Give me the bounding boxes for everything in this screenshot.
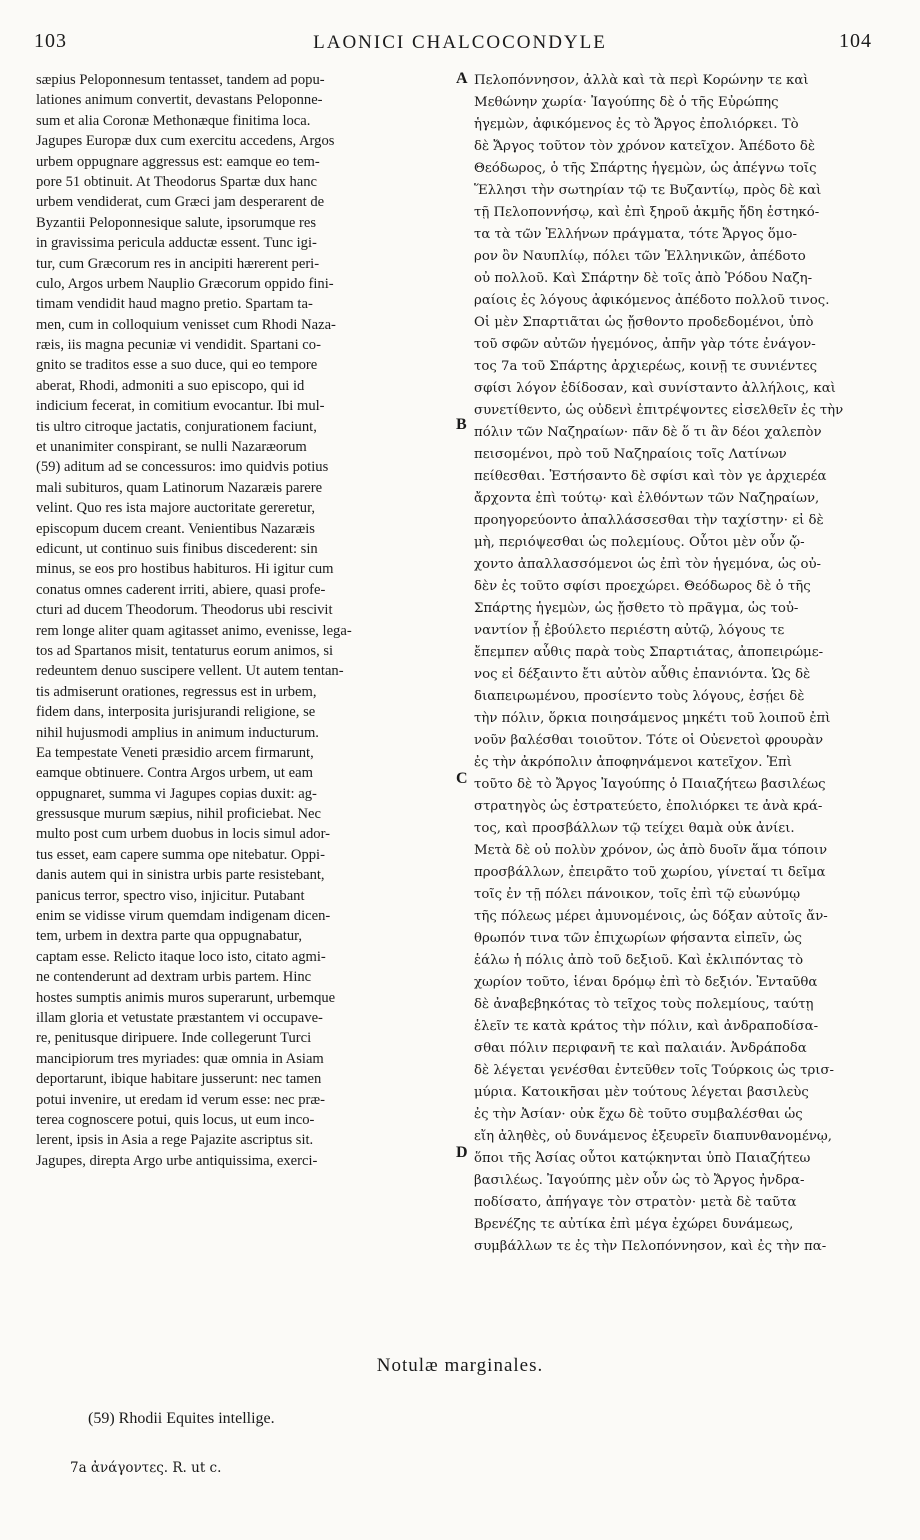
latin-line: tis admiserunt orationes, regressus est in urbem, xyxy=(36,683,317,700)
greek-line: πόλιν τῶν Ναζηραίων· πᾶν δὲ ὅ τι ἂν δέοι χαλεπὸν xyxy=(474,425,822,440)
greek-line: προηγορεύοντο ἀπαλλάσσεσθαι τὴν ταχίστην· εἰ δὲ xyxy=(474,513,824,528)
greek-line: Σπάρτης ἡγεμὼν, ὡς ᾔσθετο τὸ πρᾶγμα, ὡς τοὐ- xyxy=(474,601,799,616)
latin-line: Ea tempestate Veneti præsidio arcem firmarunt, xyxy=(36,744,314,761)
margin-mark-d: D xyxy=(456,1144,468,1161)
latin-line: multo post cum urbem duobus in locis simul ador- xyxy=(36,826,330,843)
greek-line: σθαι πόλιν περιφανῆ τε καὶ παλαιάν. Ἀνδράποδα xyxy=(474,1041,807,1056)
latin-line: danis autem qui in sinistra urbis parte resistebant, xyxy=(36,867,325,884)
latin-line: mancipiorum tres myriades: quæ omnia in Asiam xyxy=(36,1050,324,1067)
greek-line: συμβάλλων τε ἐς τὴν Πελοπόννησον, καὶ ἐς τὴν πα- xyxy=(474,1239,827,1254)
latin-line: tem, urbem in dextra parte qua oppugnabatur, xyxy=(36,928,303,945)
latin-line: tis ultro citroque jactatis, conjurationem faciunt, xyxy=(36,418,317,435)
greek-line: Μεθώνην χωρία· Ἰαγούπης δὲ ὁ τῆς Εὐρώπης xyxy=(474,95,779,110)
latin-line: sum et alia Coronæ Methonæque finitima loca. xyxy=(36,112,311,129)
page-header xyxy=(0,30,920,60)
latin-line: redeuntem denuo suscipere vellent. Ut autem tentan- xyxy=(36,663,344,680)
latin-line: hostes sumptis animis muros superarunt, urbemque xyxy=(36,989,336,1006)
running-title: LAONICI CHALCOCONDYLE xyxy=(313,32,607,53)
greek-line: Οἱ μὲν Σπαρτιᾶται ὡς ᾔσθοντο προδεδομένοι, ὑπὸ xyxy=(474,315,814,330)
latin-line: Byzantii Peloponnesique salute, ipsorumque res xyxy=(36,214,317,231)
margin-mark-a: A xyxy=(456,70,468,87)
greek-line: ναντίον ᾗ ἐβούλετο περιέστη αὐτῷ, λόγους τε xyxy=(474,623,785,638)
greek-line: διαπειρωμένου, προσίεντο τοὺς λόγους, ἐσῄει δὲ xyxy=(474,689,805,704)
greek-line: ὅποι τῆς Ἀσίας οὗτοι κατῴκηνται ὑπὸ Παιαζήτεω xyxy=(474,1151,811,1166)
latin-line: gnito se traditos esse a suo duce, qui eo tempore xyxy=(36,357,318,374)
greek-line: δὲ ἀναβεβηκότας τὸ τεῖχος τοὺς πολεμίους, ταύτῃ xyxy=(474,997,814,1012)
greek-line: ἐς τὴν Ἀσίαν· οὐκ ἔχω δὲ τοῦτο συμβαλέσθαι ὡς xyxy=(474,1107,803,1122)
latin-line: conatus omnes caderent irriti, abiere, quasi profe- xyxy=(36,581,326,598)
greek-line: τα τὰ τῶν Ἑλλήνων πράγματα, τότε Ἄργος ὅμο- xyxy=(474,227,797,242)
latin-line: sæpius Peloponnesum tentasset, tandem ad popu- xyxy=(36,72,325,88)
latin-line: mali subituros, quam Latinorum Nazaræis parere xyxy=(36,479,323,496)
margin-mark-b: B xyxy=(456,416,467,433)
page-number-left: 103 xyxy=(34,30,67,52)
latin-line: terea cognoscere potui, quis locus, ut eum inco- xyxy=(36,1111,315,1128)
latin-line: aberat, Rhodi, admoniti a suo episcopo, qui id xyxy=(36,377,305,394)
greek-line: Ἕλλησι τὴν σωτηρίαν τῷ τε Βυζαντίῳ, πρὸς δὲ καὶ xyxy=(474,183,822,198)
greek-line: νος εἰ δέξαιντο ἔτι αὐτὸν αὖθις ἐπανιόντα. Ὡς δὲ xyxy=(474,667,811,682)
greek-line: μύρια. Κατοικῆσαι μὲν τούτους λέγεται βασιλεὺς xyxy=(474,1085,809,1100)
greek-line: ἡγεμὼν, ἀφικόμενος ἐς τὸ Ἄργος ἐπολιόρκει. Τὸ xyxy=(474,117,799,132)
latin-line: deportarunt, ibique habitare jusserunt: nec tamen xyxy=(36,1071,322,1088)
greek-line: ἄρχοντα ἐπὶ τούτῳ· καὶ ἐλθόντων τῶν Ναζηραίων, xyxy=(474,491,820,506)
greek-line: τὴν πόλιν, ὅρκια ποιησάμενος μηκέτι τοῦ λοιποῦ ἐπὶ xyxy=(474,711,831,726)
greek-line: συνετίθεντο, ὡς οὐδενὶ ἐπιτρέψοντες εἰσελθεῖν ἐς τὴν xyxy=(474,403,844,418)
latin-line: Jagupes Europæ dux cum exercitu accedens, Argos xyxy=(36,133,335,150)
latin-line: culo, Argos urbem Nauplio Græcorum oppido fini- xyxy=(36,275,334,292)
greek-line: Βρενέζης τε αὐτίκα ἐπὶ μέγα ἐχώρει δυνάμεως, xyxy=(474,1217,794,1232)
greek-line: οὐ πολλοῦ. Καὶ Σπάρτην δὲ τοῖς ἀπὸ Ῥόδου Ναζη- xyxy=(474,271,813,286)
greek-line: χοντο ἀπαλλασσόμενοι ὡς ἐπὶ τὸν ἡγεμόνα, ὡς οὐ- xyxy=(474,557,822,572)
latin-line: (59) aditum ad se concessuros: imo quidvis potius xyxy=(36,459,329,476)
greek-line: ραίοις ἐς λόγους ἀφικόμενος ἀπέδοτο πολλοῦ τινος. xyxy=(474,293,830,308)
latin-line: velint. Quo res ista majore auctoritate gereretur, xyxy=(36,500,316,517)
latin-line: rem longe aliter quam agitasset animo, evenisse, lega- xyxy=(36,622,352,639)
latin-line: ræis, iis magna pecuniæ vi vendidit. Spartani co- xyxy=(36,337,321,354)
footnote-greek: 7a ἀνάγοντες. R. ut c. xyxy=(70,1460,222,1476)
latin-line: urbem oppugnare aggressus est: eamque eo tem- xyxy=(36,153,320,170)
greek-line: ἐς τὴν ἀκρόπολιν ἀποφηνάμενοι κατεῖχον. Ἐπὶ xyxy=(474,755,793,770)
latin-line: oppugnaret, summa vi Jagupes copias duxit: ag- xyxy=(36,785,317,802)
greek-line: Μετὰ δὲ οὐ πολὺν χρόνον, ὡς ἀπὸ δυοῖν ἅμα τόποιν xyxy=(474,843,828,858)
greek-line: τῇ Πελοποννήσῳ, καὶ ἐπὶ ξηροῦ ἀκμῆς ἤδη ἑστηκό- xyxy=(474,205,820,220)
latin-line: timam vendidit haud magno pretio. Spartam ta- xyxy=(36,296,313,313)
greek-line: βασιλέως. Ἰαγούπης μὲν οὖν ὡς τὸ Ἄργος ἠνδρα- xyxy=(474,1173,805,1188)
greek-line: εἴη ἀληθὲς, οὐ δυνάμενος ἐξευρεῖν διαπυνθανομένῳ, xyxy=(474,1129,832,1144)
latin-line: et unanimiter conspirant, se nulli Nazaræorum xyxy=(36,439,307,456)
latin-line: lationes animum convertit, devastans Peloponne- xyxy=(36,92,323,109)
page-number-right: 104 xyxy=(839,30,872,52)
latin-line: panicus terror, spectro viso, injicitur. Putabant xyxy=(36,887,305,904)
latin-line: tos ad Spartanos misit, tentaturus eorum animos, si xyxy=(36,642,334,659)
latin-line: captam esse. Relicto itaque loco isto, citato agmi- xyxy=(36,948,326,965)
greek-line: τος 7a τοῦ Σπάρτης ἀρχιερέως, κοινῇ τε συνιέντες xyxy=(474,359,818,374)
greek-line: νοῦν βαλέσθαι τοιοῦτον. Τότε οἱ Οὐενετοὶ φρουρὰν xyxy=(474,733,824,748)
latin-line: edicunt, ut continuo suis finibus discederent: sin xyxy=(36,540,318,557)
greek-line: θρωπόν τινα τῶν ἐπιχωρίων φήσαντα εἰπεῖν, ὡς xyxy=(474,931,803,946)
latin-line: episcopum ducem creant. Venientibus Nazaræis xyxy=(36,520,315,537)
greek-line: ποδίσατο, ἀπήγαγε τὸν στρατὸν· μετὰ δὲ ταῦτα xyxy=(474,1195,797,1210)
latin-line: eamque obtinuere. Contra Argos urbem, ut eam xyxy=(36,765,313,782)
greek-line: στρατηγὸς ὡς ἐστρατεύετο, ἐπολιόρκει τε ἀνὰ κρά- xyxy=(474,799,823,814)
greek-line: ἑάλω ἡ πόλις ἀπὸ τοῦ δεξιοῦ. Καὶ ἐκλιπόντας τὸ xyxy=(474,953,804,968)
greek-line: χωρίον τοῦτο, ἱέναι δρόμῳ ἐπὶ τὸ δεξιόν. Ἐνταῦθα xyxy=(474,975,818,990)
latin-line: lerent, ipsis in Asia a rege Pajazite ascriptus sit. xyxy=(36,1132,314,1149)
latin-line: nihil hujusmodi amplius in animum inducturum. xyxy=(36,724,319,741)
greek-line: μὴ, περιόψεσθαι ὡς πολεμίους. Οὗτοι μὲν οὖν ᾤ- xyxy=(474,535,805,550)
latin-line: potui invenire, ut eredam id verum esse: nec præ- xyxy=(36,1091,325,1108)
latin-text-column xyxy=(36,70,448,1171)
latin-line: re, penitusque diripuere. Inde collegerunt Turci xyxy=(36,1030,312,1047)
latin-line: minus, se eos pro hostibus habituros. Hi igitur cum xyxy=(36,561,334,578)
latin-line: men, cum in colloquium venisset cum Rhodi Naza- xyxy=(36,316,336,333)
greek-line: τῆς πόλεως μέρει ἀμυνομένοις, ὡς δόξαν αὐτοῖς ἄν- xyxy=(474,909,828,924)
latin-line: indicium fecerat, in comitium evocantur. Ibi mul- xyxy=(36,398,325,415)
greek-line: πείθεσθαι. Ἐστήσαντο δὲ σφίσι καὶ τὸν γε ἀρχιερέα xyxy=(474,469,827,484)
greek-line: Πελοπόννησον, ἀλλὰ καὶ τὰ περὶ Κορώνην τε καὶ xyxy=(474,73,809,88)
greek-line: τοῦ σφῶν αὐτῶν ἡγεμόνος, ἀπῆν γὰρ τότε ἐνάγον- xyxy=(474,337,816,352)
greek-text-column xyxy=(474,70,886,1258)
latin-line: gressusque murum sæpius, nihil proficiebat. Nec xyxy=(36,806,321,823)
latin-line: enim se vidisse virum quemdam indigenam dicen- xyxy=(36,908,331,925)
greek-line: δὲν ἐς τοῦτο σφίσι προεχώρει. Θεόδωρος δὲ ὁ τῆς xyxy=(474,579,811,594)
latin-line: Jagupes, direpta Argo urbe antiquissima, exerci- xyxy=(36,1152,318,1169)
greek-line: ρον ὂν Ναυπλίῳ, πόλει τῶν Ἑλληνικῶν, ἀπέδοτο xyxy=(474,249,806,264)
latin-line: urbem vendiderat, cum Græci jam desperarent de xyxy=(36,194,325,211)
greek-line: δὲ Ἄργος τοῦτον τὸν χρόνον κατεῖχον. Ἀπέδοτο δὲ xyxy=(474,139,815,154)
margin-mark-c: C xyxy=(456,770,468,787)
notes-heading: Notulæ marginales. xyxy=(376,1355,544,1376)
greek-line: σφίσι λόγον ἐδίδοσαν, καὶ συνίσταντο ἀλλήλοις, καὶ xyxy=(474,381,836,396)
greek-line: τοῖς ἐν τῇ πόλει πάνοικον, τοῖς ἐπὶ τῷ εὐωνύμῳ xyxy=(474,887,801,902)
latin-line: cturi ad ducem Theodorum. Theodorus ubi rescivit xyxy=(36,602,333,619)
latin-line: in gravissima pericula adductæ essent. Tunc igi- xyxy=(36,235,317,252)
greek-line: ἑλεῖν τε κατὰ κράτος τὴν πόλιν, καὶ ἀνδραποδίσα- xyxy=(474,1019,819,1034)
latin-line: fidem dans, interposita jurisjurandi religione, se xyxy=(36,704,316,721)
latin-line: tur, cum Græcorum res in ancipiti hærerent peri- xyxy=(36,255,320,272)
greek-line: Θεόδωρος, ὁ τῆς Σπάρτης ἡγεμὼν, ὡς ἀπέγνω τοῖς xyxy=(474,161,817,176)
greek-line: ἔπεμπεν αὖθις παρὰ τοὺς Σπαρτιάτας, ἀποπειρώμε- xyxy=(474,645,824,660)
greek-line: προσβάλλων, ἐπειρᾶτο τοῦ χωρίου, γίνεταί τι δεῖμα xyxy=(474,865,826,880)
footnote-latin: (59) Rhodii Equites intellige. xyxy=(88,1410,275,1427)
latin-line: ne contenderunt ad dextram urbis partem. Hinc xyxy=(36,969,312,986)
latin-line: tus esset, eam capere summa ope nitebatur. Oppi- xyxy=(36,846,325,863)
greek-line: πεισομένοι, πρὸ τοῦ Ναζηραίοις τοῖς Λατίνων xyxy=(474,447,787,462)
latin-line: illam gloria et vetustate præstantem vi occupave- xyxy=(36,1009,323,1026)
greek-line: τος, καὶ προσβάλλων τῷ τείχει θαμὰ οὐκ ἀνίει. xyxy=(474,821,795,836)
greek-line: τοῦτο δὲ τὸ Ἄργος Ἰαγούπης ὁ Παιαζήτεω βασιλέως xyxy=(474,777,826,792)
latin-line: pore 51 obtinuit. At Theodorus Spartæ dux hanc xyxy=(36,173,318,190)
greek-line: δὲ λέγεται γενέσθαι ἐντεῦθεν τοῖς Τούρκοις ὡς τρισ- xyxy=(474,1063,835,1078)
